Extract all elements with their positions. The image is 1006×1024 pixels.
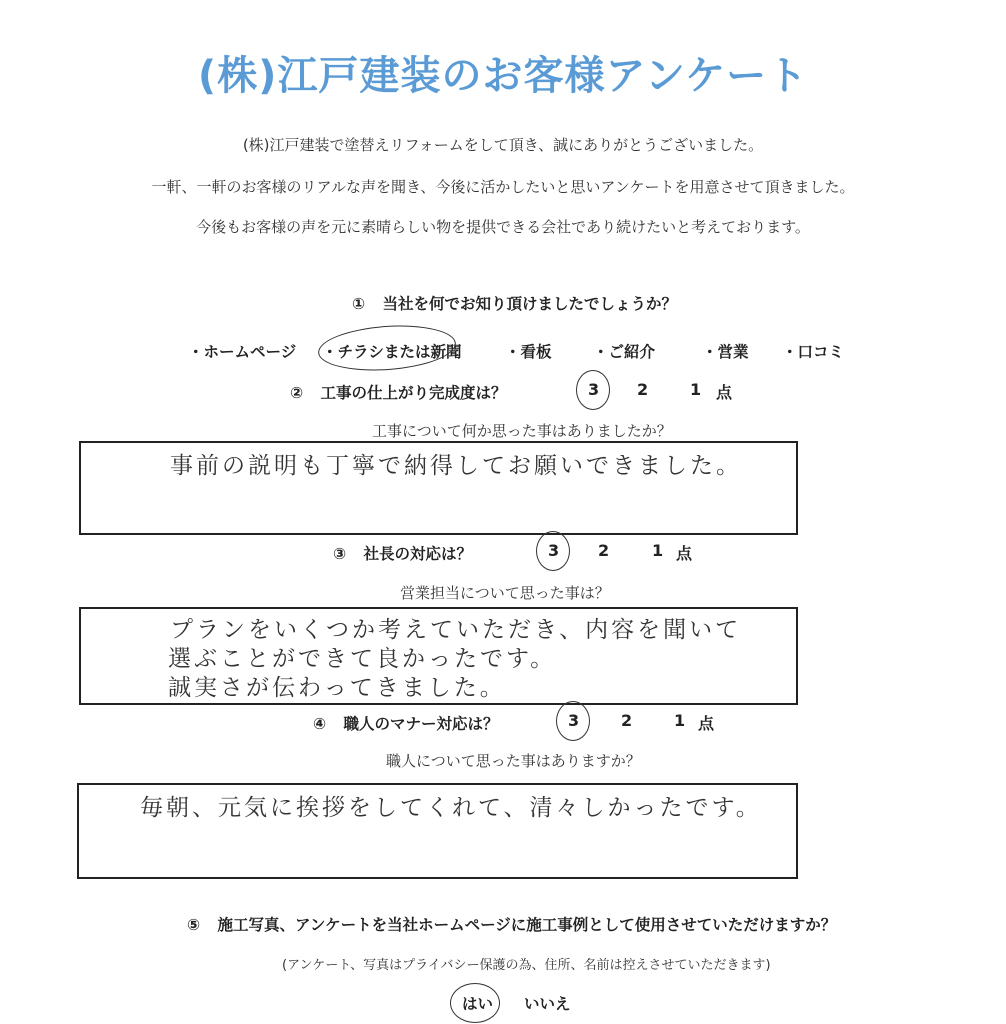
q3-heading: [333, 542, 472, 564]
q4-score-1[interactable]: 1: [674, 711, 686, 730]
q2-prompt: 工事について何か思った事はありましたか？: [372, 422, 672, 440]
q4-text: 職人のマナー対応は？: [343, 715, 499, 733]
q3-answer-line-3: 誠実さが伝わってきました。: [168, 675, 506, 701]
q4-score-3[interactable]: 3: [568, 711, 580, 730]
q5-selected-circle: [450, 983, 500, 1023]
intro-line-2: 一軒、一軒のお客様のリアルな声を聞き、今後に活かしたいと思いアンケートを用意させて頂きました。: [151, 178, 855, 196]
q1-option-flyer[interactable]: ・チラシまたは新聞: [322, 343, 462, 361]
q5-heading: [187, 913, 836, 935]
q2-text: 工事の仕上がり完成度は？: [320, 384, 507, 402]
q4-prompt: 職人について思った事はありますか？: [386, 752, 641, 770]
q3-text: 社長の対応は？: [363, 545, 473, 563]
q2-score-3[interactable]: 3: [588, 380, 600, 399]
q5-note: (アンケート、写真はプライバシー保護の為、住所、名前は控えさせていただきます): [282, 958, 771, 973]
q4-selected-circle: [556, 701, 590, 741]
q2-selected-circle: [576, 370, 610, 410]
q1-option-signboard[interactable]: ・看板: [505, 343, 552, 361]
q3-number: ③: [333, 545, 347, 563]
q4-score-unit: 点: [698, 714, 715, 733]
q1-heading: [352, 292, 677, 314]
q4-number: ④: [313, 715, 327, 733]
q1-selected-circle: [317, 321, 458, 375]
q1-option-homepage[interactable]: ・ホームページ: [188, 343, 297, 361]
q3-score-unit: 点: [676, 544, 693, 563]
q5-option-yes[interactable]: はい: [462, 995, 494, 1013]
q2-answer-line-1: 事前の説明も丁寧で納得してお願いできました。: [170, 453, 742, 479]
q2-score-2[interactable]: 2: [637, 380, 649, 399]
q5-option-no[interactable]: いいえ: [524, 995, 571, 1013]
q2-score-1[interactable]: 1: [690, 380, 702, 399]
intro-line-1: (株)江戸建装で塗替えリフォームをして頂き、誠にありがとうございました。: [242, 136, 764, 154]
q2-score-unit: 点: [716, 383, 733, 402]
q3-selected-circle: [536, 531, 570, 571]
survey-title: (株)江戸建装のお客様アンケート: [197, 53, 809, 99]
q3-answer-line-2: 選ぶことができて良かったです。: [168, 646, 557, 672]
q4-score-2[interactable]: 2: [621, 711, 633, 730]
q3-prompt: 営業担当について思った事は？: [400, 584, 610, 602]
q1-option-referral[interactable]: ・ご紹介: [593, 343, 656, 361]
q3-answer-line-1: プランをいくつか考えていただき、内容を聞いて: [170, 617, 742, 643]
q1-text: 当社を何でお知り頂けましたでしょうか？: [382, 295, 678, 313]
q1-number: ①: [352, 295, 366, 313]
q2-number: ②: [290, 384, 304, 402]
q4-heading: [313, 712, 499, 734]
q3-score-2[interactable]: 2: [598, 541, 610, 560]
q3-score-3[interactable]: 3: [548, 541, 560, 560]
q4-answer-line-1: 毎朝、元気に挨拶をしてくれて、清々しかったです。: [140, 795, 762, 821]
q3-score-1[interactable]: 1: [652, 541, 664, 560]
q5-number: ⑤: [187, 916, 201, 934]
q2-heading: [290, 381, 507, 403]
q1-option-sales[interactable]: ・営業: [702, 343, 749, 361]
q1-option-word-of-mouth[interactable]: ・口コミ: [782, 343, 845, 361]
intro-line-3: 今後もお客様の声を元に素晴らしい物を提供できる会社であり続けたいと考えております。: [196, 218, 810, 236]
q5-text: 施工写真、アンケートを当社ホームページに施工事例として使用させていただけますか？: [217, 916, 837, 934]
